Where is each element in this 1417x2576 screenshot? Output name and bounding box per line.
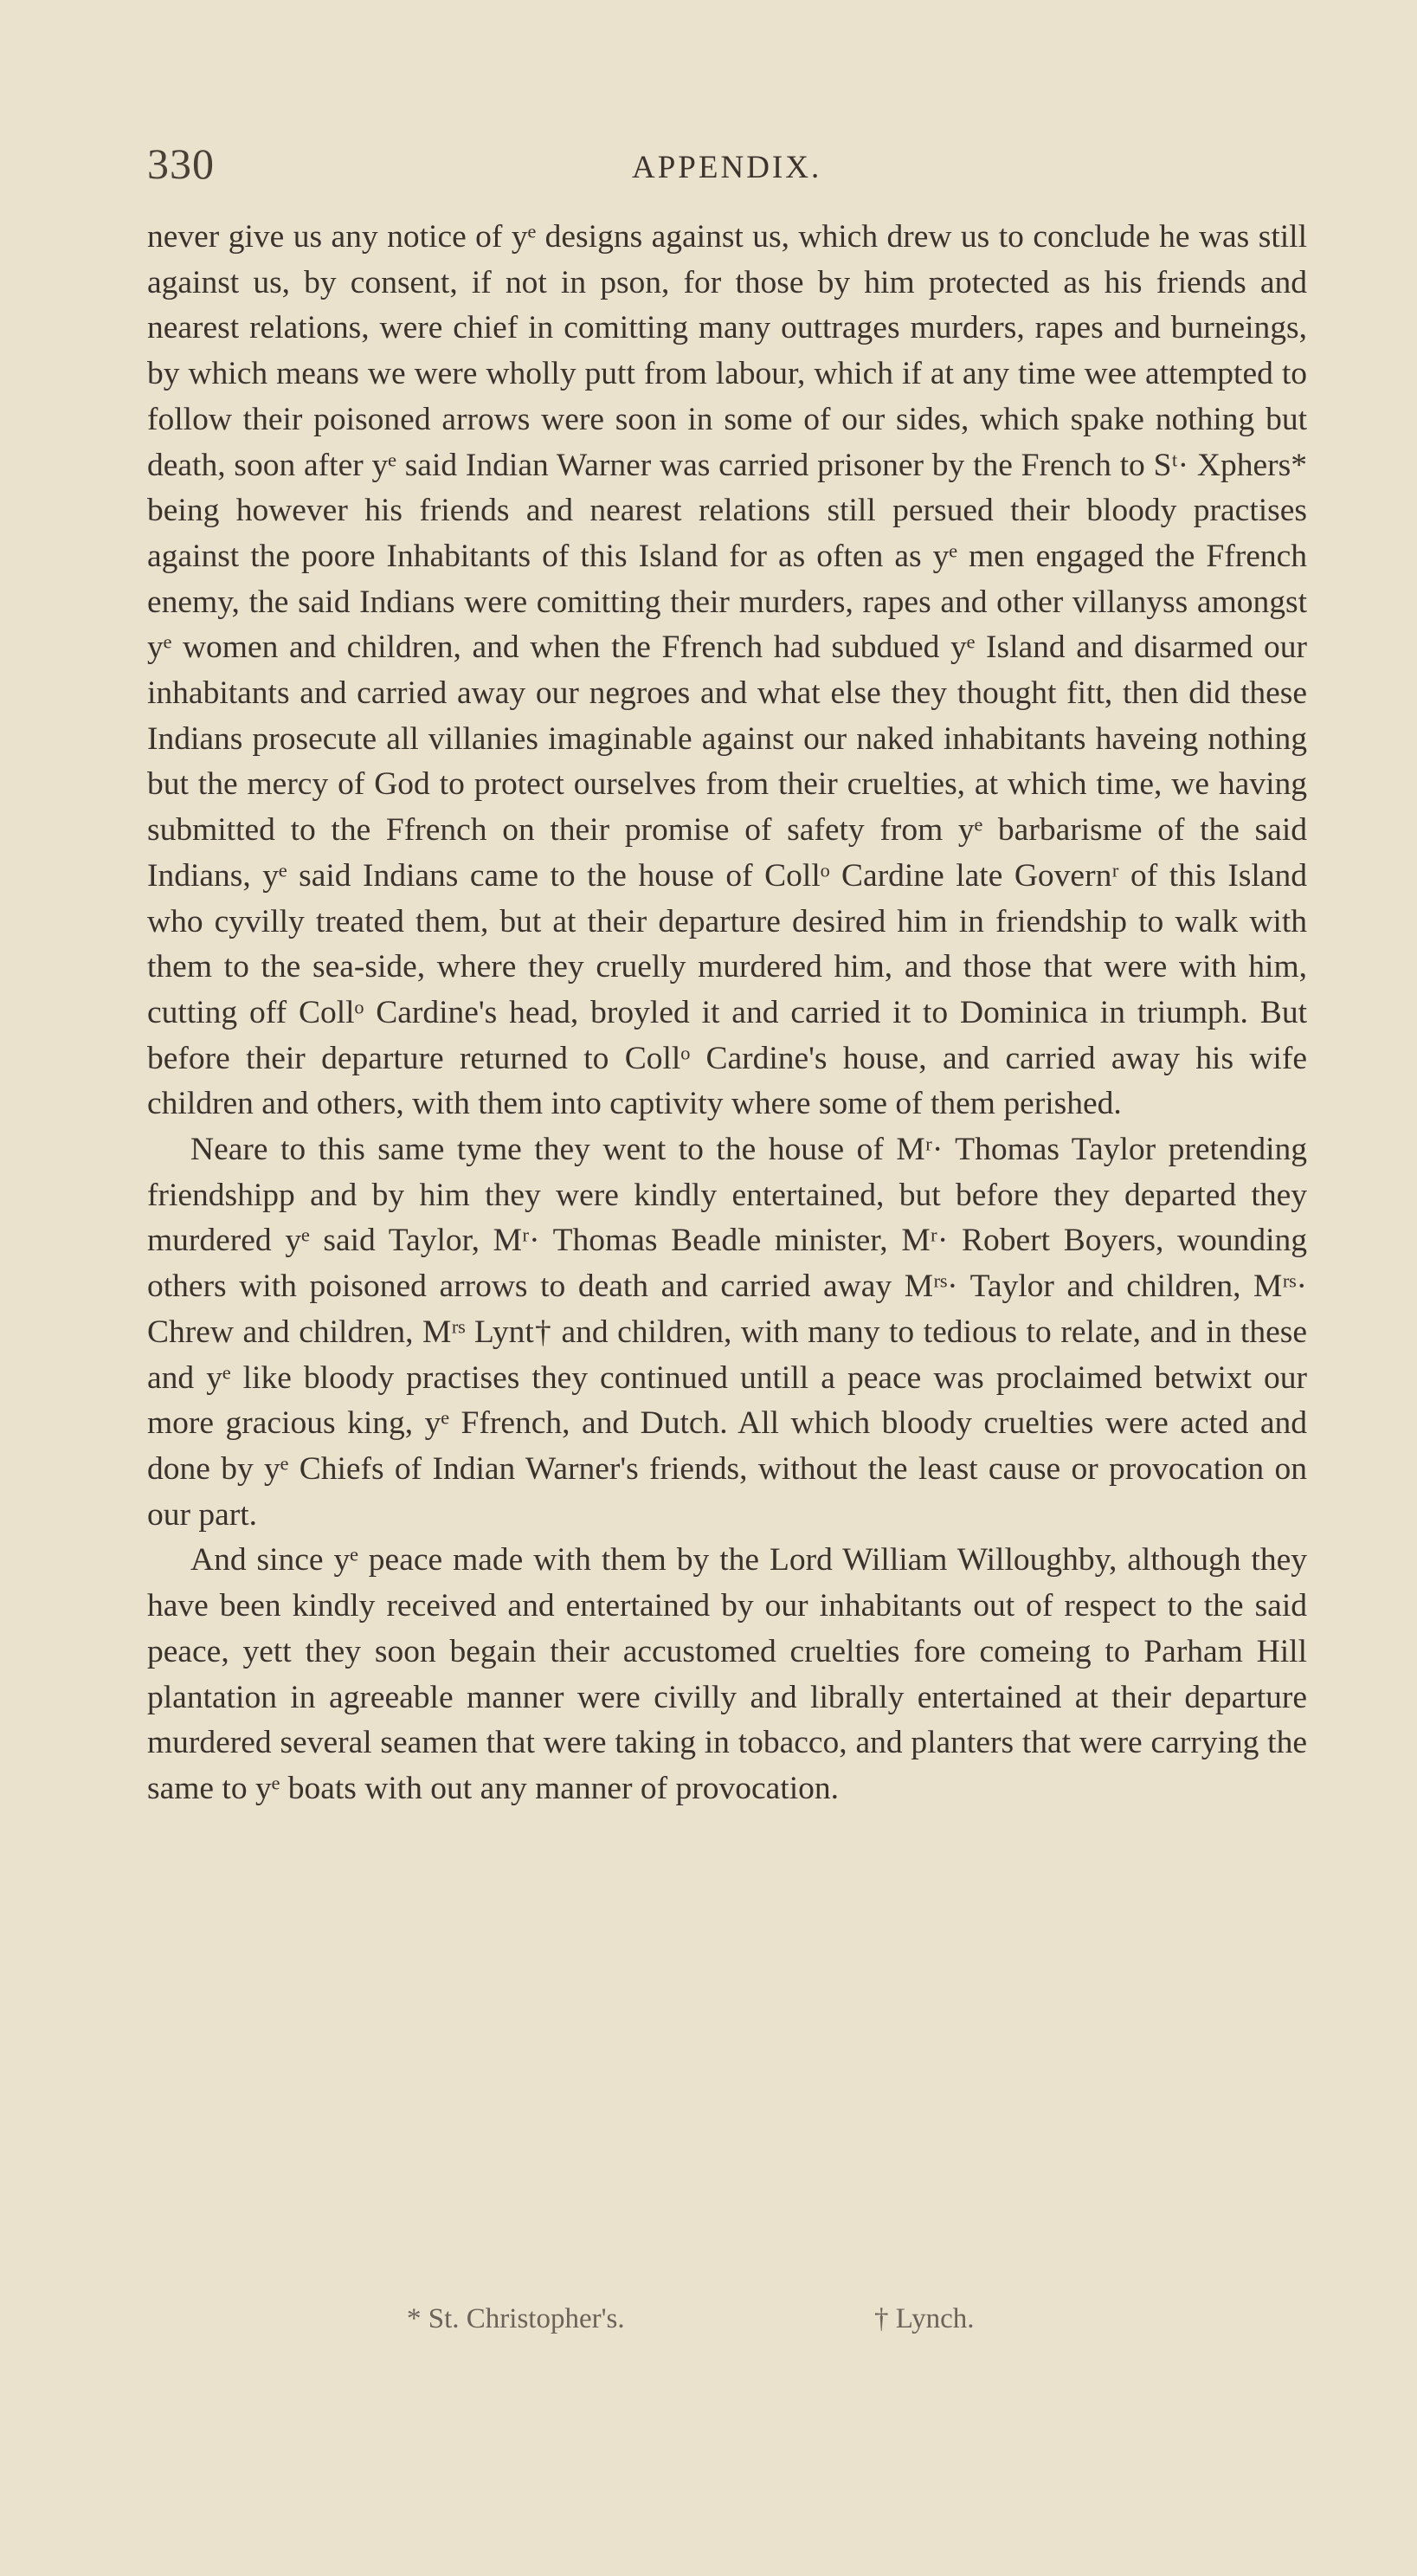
footnote: * St. Christopher's. <box>407 2303 625 2334</box>
paragraph: And since yᵉ peace made with them by the Lord William Willoughby, although they have been kindly received and entertained by our inhabitants out of respect to the said peace, yett they soon begain their accustomed cruelties fore comeing to Parham Hill plantation in agreeable manner were civilly and librally entertained at their departure murdered several seamen that were taking in tobacco, and planters that were carrying the same to yᵉ boats with out any manner of provocation. <box>147 1542 1307 1806</box>
body-text <box>147 215 1307 1812</box>
paragraph: Neare to this same tyme they went to the house of Mʳ· Thomas Taylor pretending friendshipp and by him they were kindly entertained, but before they departed they murdered yᵉ said Taylor, Mʳ· Thomas Beadle minister, Mʳ· Robert Boyers, wounding others with poisoned arrows to death and carried away Mʳˢ· Taylor and children, Mʳˢ· Chrew and children, Mʳˢ Lynt† and children, with many to tedious to relate, and in these and yᵉ like bloody practises they continued untill a peace was proclaimed betwixt our more gracious king, yᵉ Ffrench, and Dutch. All which bloody cruelties were acted and done by yᵉ Chiefs of Indian Warner's friends, without the least cause or provocation on our part. <box>147 1132 1307 1533</box>
footnote: † Lynch. <box>874 2303 975 2334</box>
page-header <box>147 139 1287 199</box>
page-number: 330 <box>147 139 215 188</box>
running-head: APPENDIX. <box>632 150 822 185</box>
paragraph: never give us any notice of yᵉ designs against us, which drew us to conclude he was still against us, by consent, if not in pson, for those by him protected as his friends and nearest relations, were chief in comitting many outtrages murders, rapes and burneings, by which means we were wholly putt from labour, which if at any time wee attempted to follow their poisoned arrows were soon in some of our sides, which spake nothing but death, soon after yᵉ said Indian Warner was carried prisoner by the French to Sᵗ· Xphers* being however his friends and nearest relations still persued their bloody practises against the poore Inhabitants of this Island for as often as yᵉ men engaged the Ffrench enemy, the said Indians were comitting their murders, rapes and other villanyss amongst yᵉ women and children, and when the Ffrench had subdued yᵉ Island and disarmed our inhabitants and carried away our negroes and what else they thought fitt, then did these Indians prosecute all villanies imaginable against our naked inhabitants haveing nothing but the mercy of God to protect ourselves from their cruelties, at which time, we having submitted to the Ffrench on their promise of safety from yᵉ barbarisme of the said Indians, yᵉ said Indians came to the house of Collᵒ Cardine late Governʳ of this Island who cyvilly treated them, but at their departure desired him in friendship to walk with them to the sea-side, where they cruelly murdered him, and those that were with him, cutting off Collᵒ Cardine's head, broyled it and carried it to Dominica in triumph. But before their departure returned to Collᵒ Cardine's house, and carried away his wife children and others, with them into captivity where some of them perished. <box>147 219 1307 1122</box>
